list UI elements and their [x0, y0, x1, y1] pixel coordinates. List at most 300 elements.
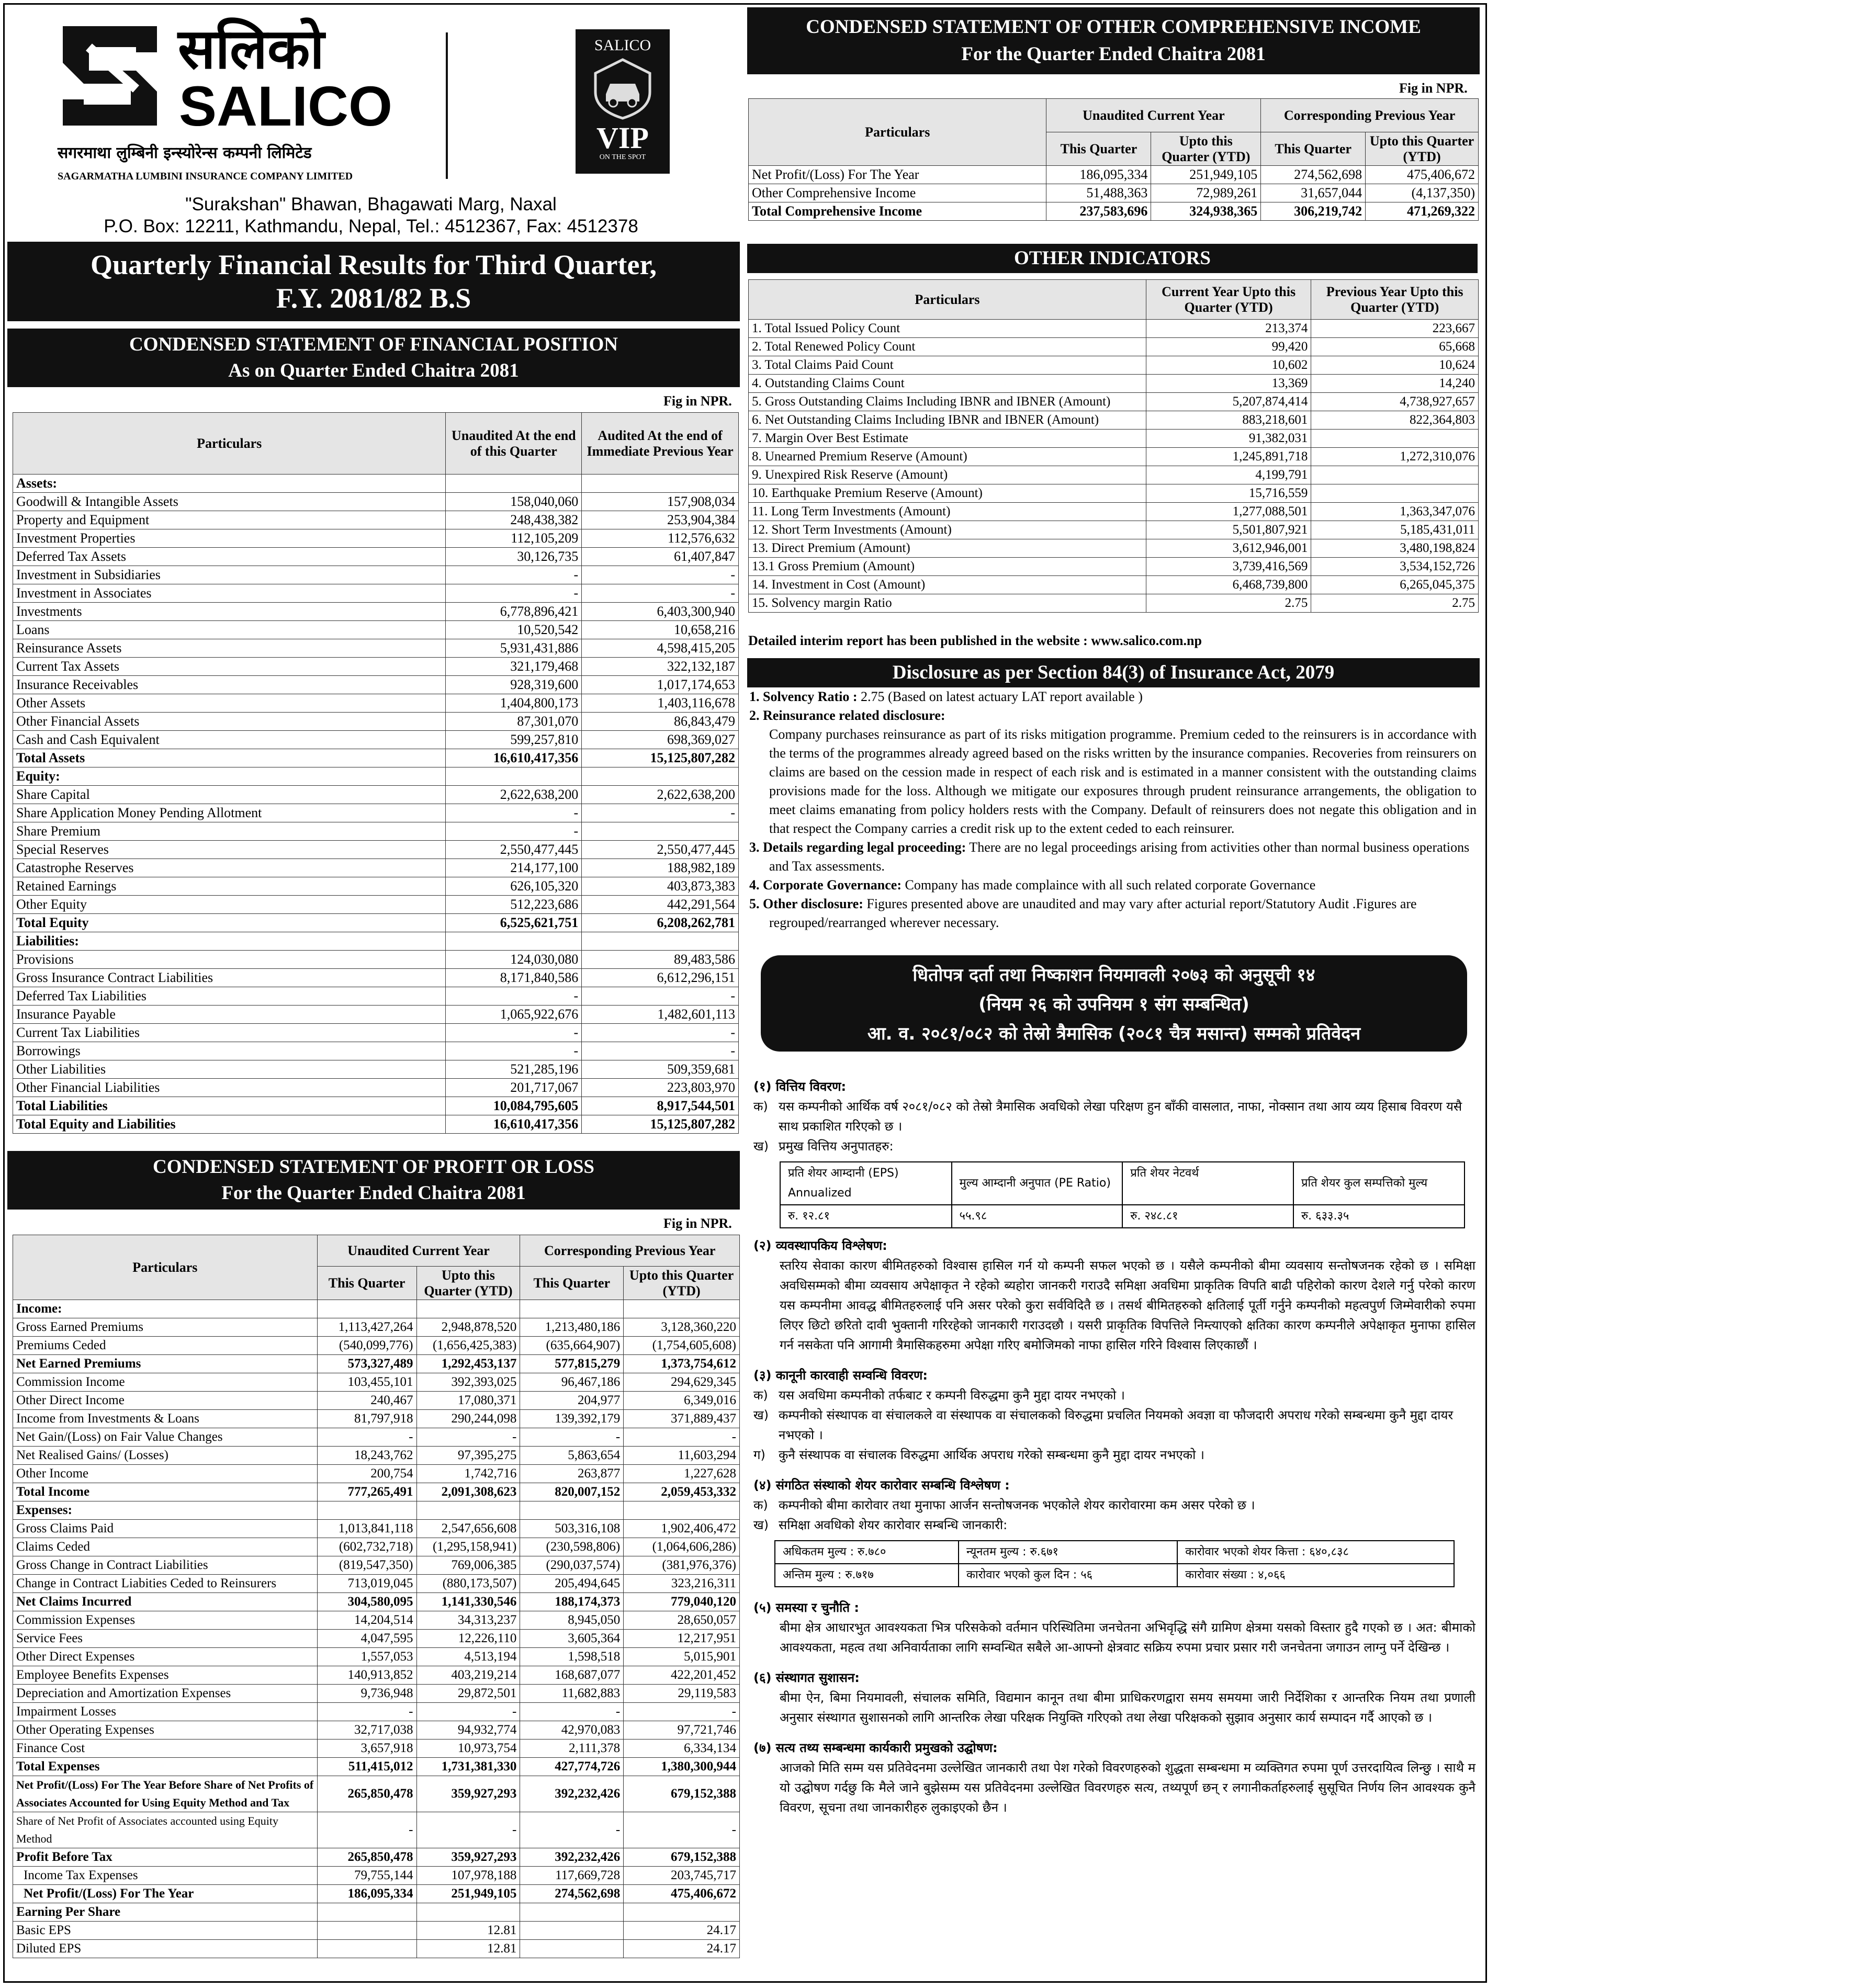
row-label: Total Liabilities — [13, 1097, 446, 1115]
table-row — [13, 932, 739, 951]
fp-col-particulars: Particulars — [13, 413, 446, 475]
address-line-1: "Surakshan" Bhawan, Bhagawati Marg, Naxal — [185, 194, 557, 214]
oci-sub-quarter-prev: This Quarter — [1261, 132, 1366, 166]
row-label: 13.1 Gross Premium (Amount) — [749, 558, 1146, 576]
current-value: 626,105,320 — [446, 877, 582, 896]
oci-subtitle: For the Quarter Ended Chaitra 2081 — [961, 43, 1266, 65]
ytd-value: 392,393,025 — [416, 1373, 520, 1392]
prev-ytd-value: - — [624, 1812, 740, 1848]
ytd-value: 12.81 — [416, 1922, 520, 1940]
prev-quarter-value: 188,174,373 — [520, 1593, 624, 1611]
car-shield-icon — [591, 58, 654, 120]
table-row — [13, 1024, 739, 1042]
row-label: Change in Contract Liabities Ceded to Reinsurers — [13, 1575, 318, 1593]
share-min-price: न्यूनतम मुल्य : रु.६७१ — [959, 1541, 1177, 1564]
table-row — [13, 1538, 740, 1556]
current-value: 1,277,088,501 — [1146, 503, 1311, 521]
row-label: 13. Direct Premium (Amount) — [749, 539, 1146, 558]
prev-quarter-value: 96,467,186 — [520, 1373, 624, 1392]
prev-ytd-value: 97,721,746 — [624, 1721, 740, 1740]
previous-value: 112,576,632 — [582, 529, 739, 548]
table-row — [13, 1575, 740, 1593]
table-row — [13, 1885, 740, 1903]
table-row — [749, 521, 1479, 539]
ytd-value: 107,978,188 — [416, 1867, 520, 1885]
table-row — [13, 1042, 739, 1060]
row-label: Assets: — [13, 475, 446, 493]
row-label: Total Equity and Liabilities — [13, 1115, 446, 1134]
disclosure-item-4: 4. Corporate Governance: Company has made complaince with all such related corporate Governance — [749, 877, 1316, 893]
prev-quarter-value — [520, 1903, 624, 1922]
table-row — [13, 1373, 740, 1392]
row-label: Depreciation and Amortization Expenses — [13, 1685, 318, 1703]
previous-value: 6,612,296,151 — [582, 969, 739, 987]
section-6-text: बीमा ऐन, बिमा नियमावली, संचालक समिति, विद्यमान कानून तथा बीमा प्राधिकरणद्वारा समय समयमा जारी निर्देशिका र आन्तरिक नियम तथा प्रणाली अनुसार संस्थागत सुशासनको लागि आन्तरिक लेखा परिक्षक नियुक्ति गरिएको तथा लेखा परिक्षकको सुझाव अनुसार कार्य सम्पादन गर्दै आएको छ । — [780, 1690, 1475, 1725]
table-row — [13, 1685, 740, 1703]
row-label: Expenses: — [13, 1501, 318, 1520]
row-label: Other Comprehensive Income — [749, 184, 1046, 202]
row-label: Current Tax Assets — [13, 658, 446, 676]
prev-quarter-value: 274,562,698 — [520, 1885, 624, 1903]
previous-value — [1311, 430, 1479, 448]
table-row — [749, 576, 1479, 594]
row-label: Goodwill & Intangible Assets — [13, 493, 446, 511]
previous-value: 15,125,807,282 — [582, 749, 739, 767]
table-row — [749, 430, 1479, 448]
row-label: 7. Margin Over Best Estimate — [749, 430, 1146, 448]
row-label: Total Comprehensive Income — [749, 202, 1046, 221]
prev-ytd-value: 1,380,300,944 — [624, 1758, 740, 1776]
current-value: 124,030,080 — [446, 951, 582, 969]
ytd-value — [416, 1903, 520, 1922]
table-row — [13, 694, 739, 713]
table-row — [13, 1079, 739, 1097]
previous-value: 14,240 — [1311, 375, 1479, 393]
ratio-pe-header: मुल्य आम्दानी अनुपात (PE Ratio) — [952, 1162, 1123, 1205]
table-row — [13, 1940, 740, 1958]
share-traded-units: कारोवार भएको शेयर कित्ता : ६४०,८३८ — [1177, 1541, 1454, 1564]
this-quarter-value: 9,736,948 — [317, 1685, 416, 1703]
row-label: Net Earned Premiums — [13, 1355, 318, 1373]
share-trading-days: कारोवार भएको कुल दिन : ५६ — [959, 1564, 1177, 1587]
section-3-point-kh: ख) कम्पनीको संस्थापक वा संचालकले वा संस्थापक वा संचालकको विरुद्धमा प्रचलित नियमको अवज्ञा वा फौजदारी अपराध गरेको सम्बन्धमा कुनै मुद्दा दायर नभएको । — [753, 1408, 1454, 1442]
prev-ytd-value: 203,745,717 — [624, 1867, 740, 1885]
previous-value: - — [582, 1024, 739, 1042]
report-title — [7, 242, 740, 321]
current-value: 1,404,800,173 — [446, 694, 582, 713]
ytd-value: 251,949,105 — [416, 1885, 520, 1903]
logo-english-name: SALICO — [179, 74, 393, 138]
prev-ytd-value: 294,629,345 — [624, 1373, 740, 1392]
this-quarter-value: 200,754 — [317, 1465, 416, 1483]
table-row — [13, 877, 739, 896]
section-5-title: (५) समस्या र चुनौति : — [753, 1600, 859, 1615]
row-label: Investment in Associates — [13, 584, 446, 603]
table-row — [749, 356, 1479, 375]
financial-position-heading — [7, 329, 740, 387]
row-label: Investment Properties — [13, 529, 446, 548]
prev-ytd-value: 3,128,360,220 — [624, 1318, 740, 1337]
previous-value — [582, 822, 739, 841]
table-row — [13, 1903, 740, 1922]
row-label: Other Direct Income — [13, 1392, 318, 1410]
current-value: 99,420 — [1146, 338, 1311, 356]
row-label: Other Financial Liabilities — [13, 1079, 446, 1097]
previous-value: 157,908,034 — [582, 493, 739, 511]
row-label: Liabilities: — [13, 932, 446, 951]
this-quarter-value: 265,850,478 — [317, 1848, 416, 1867]
table-row — [13, 1097, 739, 1115]
prev-quarter-value: 3,605,364 — [520, 1630, 624, 1648]
table-row — [13, 786, 739, 804]
row-label: 14. Investment in Cost (Amount) — [749, 576, 1146, 594]
table-row — [13, 1300, 740, 1318]
ytd-value: 12,226,110 — [416, 1630, 520, 1648]
this-quarter-value: 140,913,852 — [317, 1666, 416, 1685]
ratio-networth-header: प्रति शेयर नेटवर्थ — [1122, 1162, 1293, 1205]
prev-quarter-value: 503,316,108 — [520, 1520, 624, 1538]
prev-quarter-value — [520, 1501, 624, 1520]
prev-ytd-value — [624, 1501, 740, 1520]
row-label: Net Claims Incurred — [13, 1593, 318, 1611]
financial-position-rows — [13, 475, 739, 1134]
this-quarter-value: 304,580,095 — [317, 1593, 416, 1611]
table-row — [749, 484, 1479, 503]
table-row — [749, 466, 1479, 484]
row-label: 1. Total Issued Policy Count — [749, 320, 1146, 338]
ytd-value: 10,973,754 — [416, 1740, 520, 1758]
indicators-table-wrap — [748, 279, 1479, 613]
table-row — [13, 1758, 740, 1776]
profit-loss-table — [13, 1235, 740, 1958]
oci-group-previous: Corresponding Previous Year — [1261, 99, 1479, 132]
ytd-value: 403,219,214 — [416, 1666, 520, 1685]
prev-quarter-value — [520, 1922, 624, 1940]
prev-quarter-value: 2,111,378 — [520, 1740, 624, 1758]
prev-quarter-value: 392,232,426 — [520, 1776, 624, 1812]
table-row — [13, 1483, 740, 1501]
table-row — [13, 841, 739, 859]
row-label: Service Fees — [13, 1630, 318, 1648]
this-quarter-value: (540,099,776) — [317, 1337, 416, 1355]
current-value: - — [446, 584, 582, 603]
row-label: Provisions — [13, 951, 446, 969]
prev-quarter-value: 5,863,654 — [520, 1447, 624, 1465]
disclosure-body — [749, 687, 1477, 932]
current-value: 214,177,100 — [446, 859, 582, 877]
prev-quarter-value: 274,562,698 — [1261, 166, 1366, 184]
table-row — [749, 448, 1479, 466]
current-value — [446, 932, 582, 951]
this-quarter-value: 713,019,045 — [317, 1575, 416, 1593]
previous-value: 89,483,586 — [582, 951, 739, 969]
current-value: 599,257,810 — [446, 731, 582, 749]
this-quarter-value: 18,243,762 — [317, 1447, 416, 1465]
prev-quarter-value: (290,037,574) — [520, 1556, 624, 1575]
row-label: Total Income — [13, 1483, 318, 1501]
current-value: 3,612,946,001 — [1146, 539, 1311, 558]
table-row — [13, 1410, 740, 1428]
row-label: Premiums Ceded — [13, 1337, 318, 1355]
table-row — [749, 375, 1479, 393]
financial-position-subtitle: As on Quarter Ended Chaitra 2081 — [228, 360, 519, 381]
current-value: 10,602 — [1146, 356, 1311, 375]
row-label: Commission Income — [13, 1373, 318, 1392]
ind-col-particulars: Particulars — [749, 280, 1146, 320]
table-row — [13, 658, 739, 676]
row-label: Other Equity — [13, 896, 446, 914]
this-quarter-value: 14,204,514 — [317, 1611, 416, 1630]
current-value: 4,199,791 — [1146, 466, 1311, 484]
table-row — [749, 166, 1479, 184]
ytd-value: 251,949,105 — [1151, 166, 1261, 184]
prev-ytd-value: 1,373,754,612 — [624, 1355, 740, 1373]
row-label: Gross Change in Contract Liabilities — [13, 1556, 318, 1575]
pl-group-previous: Corresponding Previous Year — [520, 1235, 740, 1267]
this-quarter-value — [317, 1903, 416, 1922]
table-row — [13, 1447, 740, 1465]
table-row — [749, 411, 1479, 430]
row-label: Share Premium — [13, 822, 446, 841]
row-label: Other Financial Assets — [13, 713, 446, 731]
ytd-value: 94,932,774 — [416, 1721, 520, 1740]
current-value: 928,319,600 — [446, 676, 582, 694]
table-row — [13, 1060, 739, 1079]
ratio-table — [780, 1161, 1465, 1228]
table-row — [13, 713, 739, 731]
ytd-value: 359,927,293 — [416, 1776, 520, 1812]
ytd-value — [416, 1300, 520, 1318]
ytd-value: (1,656,425,383) — [416, 1337, 520, 1355]
current-value: 321,179,468 — [446, 658, 582, 676]
row-label: Property and Equipment — [13, 511, 446, 529]
previous-value: 10,624 — [1311, 356, 1479, 375]
prev-ytd-value: - — [624, 1428, 740, 1447]
row-label: Investment in Subsidiaries — [13, 566, 446, 584]
row-label: Finance Cost — [13, 1740, 318, 1758]
oci-table-wrap — [748, 98, 1479, 221]
previous-value: 2.75 — [1311, 594, 1479, 613]
table-row — [749, 558, 1479, 576]
salico-logo-icon — [58, 21, 162, 131]
ytd-value: - — [416, 1703, 520, 1721]
previous-value: 223,667 — [1311, 320, 1479, 338]
website-note: Detailed interim report has been published in the website : www.salico.com.np — [748, 633, 1202, 648]
prev-quarter-value: 11,682,883 — [520, 1685, 624, 1703]
prev-quarter-value: 168,687,077 — [520, 1666, 624, 1685]
previous-value — [582, 475, 739, 493]
current-value: 1,065,922,676 — [446, 1006, 582, 1024]
prev-quarter-value: 42,970,083 — [520, 1721, 624, 1740]
table-row — [13, 566, 739, 584]
nepali-banner-line-2: (नियम २६ को उपनियम १ संग सम्बन्धित) — [978, 994, 1249, 1015]
section-4-point-kh: ख) समिक्षा अवधिको शेयर कारोवार सम्बन्धि जानकारी: — [753, 1518, 1008, 1532]
row-label: 5. Gross Outstanding Claims Including IBNR and IBNER (Amount) — [749, 393, 1146, 411]
table-row — [13, 1593, 740, 1611]
previous-value: 2,622,638,200 — [582, 786, 739, 804]
logo-nepali-name: सलिको — [178, 17, 324, 81]
current-value: 1,245,891,718 — [1146, 448, 1311, 466]
current-value: - — [446, 822, 582, 841]
vip-badge — [576, 29, 670, 174]
row-label: 3. Total Claims Paid Count — [749, 356, 1146, 375]
row-label: Other Direct Expenses — [13, 1648, 318, 1666]
row-label: Income: — [13, 1300, 318, 1318]
ytd-value: 1,292,453,137 — [416, 1355, 520, 1373]
oci-fig: Fig in NPR. — [1399, 81, 1468, 96]
current-value: 10,084,795,605 — [446, 1097, 582, 1115]
previous-value: 322,132,187 — [582, 658, 739, 676]
section-1-point-k: क) यस कम्पनीको आर्थिक वर्ष २०८१/०८२ को तेस्रो त्रैमासिक अवधिको लेखा परिक्षण हुन बाँकी वासलात, नाफा, नोक्सान तथा आय व्यय हिसाब विवरण यसै साथ प्रकाशित गरिएको छ । — [753, 1099, 1462, 1134]
nepali-banner — [761, 955, 1467, 1052]
previous-value: 5,185,431,011 — [1311, 521, 1479, 539]
nepali-banner-line-1: धितोपत्र दर्ता तथा निष्काशन नियमावली २०७३ को अनुसूची १४ — [913, 965, 1315, 986]
current-value: 2.75 — [1146, 594, 1311, 613]
table-row — [749, 320, 1479, 338]
table-row — [13, 749, 739, 767]
ind-col-previous: Previous Year Upto this Quarter (YTD) — [1311, 280, 1479, 320]
section-1-title: (१) वित्तिय विवरण: — [753, 1079, 847, 1094]
prev-ytd-value: 24.17 — [624, 1922, 740, 1940]
prev-ytd-value: 475,406,672 — [624, 1885, 740, 1903]
prev-ytd-value: (1,754,605,608) — [624, 1337, 740, 1355]
row-label: Share of Net Profit of Associates accounted using Equity Method — [13, 1812, 318, 1848]
current-value: - — [446, 1024, 582, 1042]
profit-loss-subtitle: For the Quarter Ended Chaitra 2081 — [221, 1182, 526, 1204]
table-row — [13, 804, 739, 822]
disclosure-item-3: 3. Details regarding legal proceeding: There are no legal proceedings arising from activities other than normal business operations and Tax assessments. — [749, 840, 1470, 874]
current-value: 2,622,638,200 — [446, 786, 582, 804]
section-2-title: (२) व्यवस्थापकिय विश्लेषण: — [753, 1238, 887, 1253]
current-value: 883,218,601 — [1146, 411, 1311, 430]
prev-ytd-value: (381,976,376) — [624, 1556, 740, 1575]
profit-loss-table-wrap — [13, 1235, 740, 1958]
prev-quarter-value: - — [520, 1703, 624, 1721]
current-value: 16,610,417,356 — [446, 1115, 582, 1134]
ytd-value: 769,006,385 — [416, 1556, 520, 1575]
oci-sub-ytd-prev: Upto this Quarter (YTD) — [1366, 132, 1479, 166]
current-value: 30,126,735 — [446, 548, 582, 566]
row-label: Employee Benefits Expenses — [13, 1666, 318, 1685]
ytd-value: 12.81 — [416, 1940, 520, 1958]
row-label: Other Liabilities — [13, 1060, 446, 1079]
table-row — [13, 969, 739, 987]
previous-value — [1311, 466, 1479, 484]
prev-quarter-value: 392,232,426 — [520, 1848, 624, 1867]
current-value: 91,382,031 — [1146, 430, 1311, 448]
ind-col-current: Current Year Upto this Quarter (YTD) — [1146, 280, 1311, 320]
previous-value: 1,482,601,113 — [582, 1006, 739, 1024]
previous-value: 442,291,564 — [582, 896, 739, 914]
this-quarter-value: - — [317, 1703, 416, 1721]
row-label: Profit Before Tax — [13, 1848, 318, 1867]
table-row — [13, 1501, 740, 1520]
table-row — [13, 584, 739, 603]
prev-quarter-value: 204,977 — [520, 1392, 624, 1410]
ytd-value: 290,244,098 — [416, 1410, 520, 1428]
table-row — [13, 1867, 740, 1885]
prev-ytd-value — [624, 1903, 740, 1922]
prev-quarter-value: 263,877 — [520, 1465, 624, 1483]
current-value: - — [446, 1042, 582, 1060]
row-label: Basic EPS — [13, 1922, 318, 1940]
table-row — [749, 202, 1479, 221]
this-quarter-value — [317, 1300, 416, 1318]
pl-sub-quarter: This Quarter — [317, 1267, 416, 1300]
row-label: Gross Insurance Contract Liabilities — [13, 969, 446, 987]
prev-ytd-value: 11,603,294 — [624, 1447, 740, 1465]
table-row — [13, 1721, 740, 1740]
ytd-value: 2,547,656,608 — [416, 1520, 520, 1538]
prev-quarter-value: 117,669,728 — [520, 1867, 624, 1885]
section-7-text: आजको मिति सम्म यस प्रतिवेदनमा उल्लेखित जानकारी तथा पेश गरेको विवरणहरुको शुद्धता सम्बन्धमा म व्यक्तिगत रुपमा पूर्ण उत्तरदायित्व लिन्छु । साथै म यो उद्घोषण गर्दछु कि मैले जाने बुझेसम्म यस प्रतिवेदनमा उल्लेखित विवरणहरु सत्य, तथ्यपूर्ण छन् र लगानीकर्ताहरुलाई सुसूचित निर्णय लिन आवश्यक कुनै विवरण, सूचना तथा जानकारीहरु लुकाइएको छैन । — [780, 1760, 1475, 1815]
table-row — [13, 529, 739, 548]
prev-quarter-value: 31,657,044 — [1261, 184, 1366, 202]
previous-value: 509,359,681 — [582, 1060, 739, 1079]
section-1-point-kh: ख) प्रमुख वित्तिय अनुपातहरु: — [753, 1139, 894, 1154]
this-quarter-value: 573,327,489 — [317, 1355, 416, 1373]
row-label: Special Reserves — [13, 841, 446, 859]
section-5-text: बीमा क्षेत्र आधारभुत आवश्यकता भित्र परिसकेको वर्तमान परिस्थितिमा जनचेतना अभिवृद्धि संगै ग्रामिण क्षेत्रमा यसको विस्तार हुदै गएको छ । अत: बीमाको आवश्यकता, महत्व तथा अनिवार्यताका लागि सम्वन्धित सबैले आ-आफ्नो क्षेत्रवाट सक्रिय रुपमा प्रचार प्रसार गरी जनचेतना जगाउन लाग्नु पर्ने देखिन्छ । — [780, 1620, 1475, 1655]
table-row — [13, 987, 739, 1006]
prev-quarter-value: 577,815,279 — [520, 1355, 624, 1373]
table-row — [13, 1337, 740, 1355]
table-row — [13, 1465, 740, 1483]
row-label: Insurance Payable — [13, 1006, 446, 1024]
table-row — [13, 676, 739, 694]
previous-value: 65,668 — [1311, 338, 1479, 356]
row-label: Net Profit/(Loss) For The Year Before Share of Net Profits of Associates Accounted for Using Equity Method and Tax — [13, 1776, 318, 1812]
current-value: - — [446, 987, 582, 1006]
table-row — [749, 393, 1479, 411]
report-title-line-2: F.Y. 2081/82 B.S — [276, 283, 471, 314]
row-label: Net Profit/(Loss) For The Year — [749, 166, 1046, 184]
fp-col-previous: Audited At the end of Immediate Previous Year — [582, 413, 739, 475]
prev-quarter-value: 306,219,742 — [1261, 202, 1366, 221]
share-trade-count: कारोवार संख्या : ४,०६६ — [1177, 1564, 1454, 1587]
row-label: Total Expenses — [13, 1758, 318, 1776]
table-row — [13, 1006, 739, 1024]
row-label: Current Tax Liabilities — [13, 1024, 446, 1042]
ytd-value: 4,513,194 — [416, 1648, 520, 1666]
previous-value: 4,738,927,657 — [1311, 393, 1479, 411]
profit-loss-title: CONDENSED STATEMENT OF PROFIT OR LOSS — [153, 1156, 594, 1178]
current-value: 13,369 — [1146, 375, 1311, 393]
row-label: 10. Earthquake Premium Reserve (Amount) — [749, 484, 1146, 503]
profit-loss-fig: Fig in NPR. — [663, 1216, 732, 1231]
row-label: Loans — [13, 621, 446, 639]
table-row — [13, 475, 739, 493]
prev-quarter-value: 205,494,645 — [520, 1575, 624, 1593]
row-label: Net Profit/(Loss) For The Year — [13, 1885, 318, 1903]
oci-title: CONDENSED STATEMENT OF OTHER COMPREHENSIVE INCOME — [806, 16, 1421, 38]
table-row — [13, 767, 739, 786]
ytd-value: (880,173,507) — [416, 1575, 520, 1593]
disclosure-heading: Disclosure as per Section 84(3) of Insurance Act, 2079 — [747, 658, 1480, 687]
prev-ytd-value: 779,040,120 — [624, 1593, 740, 1611]
ratio-eps-value: रु. १२.८१ — [780, 1205, 952, 1228]
prev-ytd-value: 6,334,134 — [624, 1740, 740, 1758]
row-label: Other Assets — [13, 694, 446, 713]
prev-ytd-value: 323,216,311 — [624, 1575, 740, 1593]
this-quarter-value: (819,547,350) — [317, 1556, 416, 1575]
row-label: Share Application Money Pending Allotment — [13, 804, 446, 822]
row-label: Insurance Receivables — [13, 676, 446, 694]
ytd-value: 1,731,381,330 — [416, 1758, 520, 1776]
this-quarter-value: 103,455,101 — [317, 1373, 416, 1392]
prev-ytd-value — [624, 1300, 740, 1318]
current-value: 3,739,416,569 — [1146, 558, 1311, 576]
